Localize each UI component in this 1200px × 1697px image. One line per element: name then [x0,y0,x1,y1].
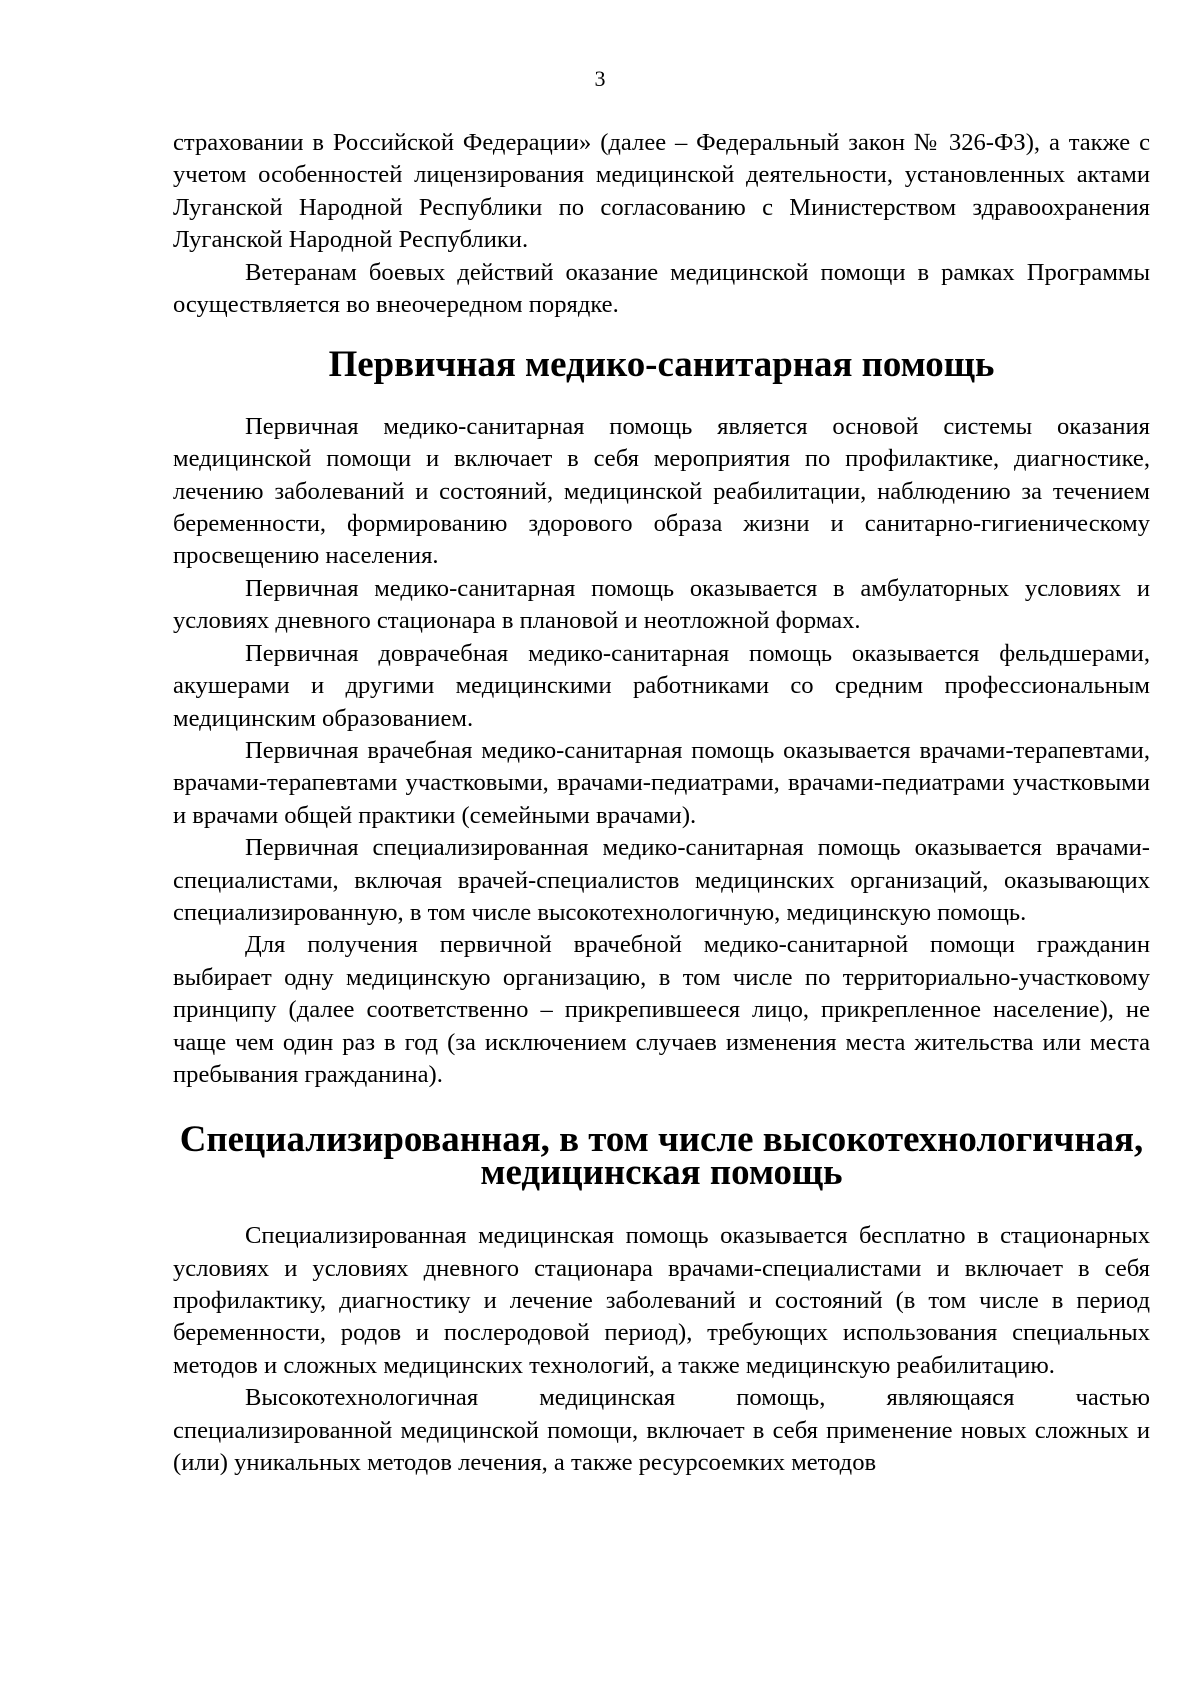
section2-paragraph: Специализированная медицинская помощь оказывается бесплатно в стационарных условиях и условиях дневного стационара врачами-специалистами и включает в себя профилактику, диагностику и лечение заболеваний и состояний (в том числе в период беременности, родов и послеродовой период), требующих использования специальных методов и сложных медицинских технологий, а также медицинскую реабилитацию. [173,1222,1150,1379]
section1-paragraph: Первичная медико-санитарная помощь является основой системы оказания медицинской помощи и включает в себя мероприятия по профилактике, диагностике, лечению заболеваний и состояний, медицинской реабилитации, наблюдению за течением беременности, формированию здорового образа жизни и санитарно-гигиеническому просвещению населения. [173,412,1150,570]
intro-paragraph-continuation: страховании в Российской Федерации» (далее – Федеральный закон № 326-ФЗ), а также с учетом особенностей лицензирования медицинской деятельности, установленных актами Луганской Народной Республики по согласованию с Министерством здравоохранения Луганской Народной Республики. [173,129,1150,254]
section-heading-line: Специализированная, в том числе высокотехнологичная, [179,1118,1144,1160]
section-heading-line: медицинская помощь [480,1150,843,1192]
section1-paragraph: Первичная специализированная медико-санитарная помощь оказывается врачами-специалистами, включая врачей-специалистов медицинских организаций, оказывающих специализированную, в том числе высокотехнологичную, медицинскую помощь. [173,834,1150,926]
section1-paragraph: Первичная врачебная медико-санитарная помощь оказывается врачами-терапевтами, врачами-терапевтами участковыми, врачами-педиатрами, врачами-педиатрами участковыми и врачами общей практики (семейными врачами). [173,736,1150,829]
section2-paragraph: Высокотехнологичная медицинская помощь, являющаяся частью специализированной медицинской помощи, включает в себя применение новых сложных и (или) уникальных методов лечения, а также ресурсоемких методов [173,1384,1150,1477]
section1-paragraph: Первичная доврачебная медико-санитарная помощь оказывается фельдшерами, акушерами и другими медицинскими работниками со средним профессиональным медицинским образованием. [173,639,1150,732]
section1-paragraph: Первичная медико-санитарная помощь оказывается в амбулаторных условиях и условиях дневного стационара в плановой и неотложной формах. [173,574,1150,635]
section-heading-primary-care: Первичная медико-санитарная помощь [328,343,995,385]
intro-paragraph-veterans: Ветеранам боевых действий оказание медицинской помощи в рамках Программы осуществляется во внеочередном порядке. [173,258,1150,319]
page-number: 3 [594,66,606,91]
section1-paragraph: Для получения первичной врачебной медико-санитарной помощи гражданин выбирает одну медицинскую организацию, в том числе по территориально-участковому принципу (далее соответственно – прикрепившееся лицо, прикрепленное население), не чаще чем один раз в год (за исключением случаев изменения места жительства или места пребывания гражданина). [173,931,1150,1088]
document-body [173,127,1150,1479]
section-heading-specialized-care [173,1118,1150,1192]
